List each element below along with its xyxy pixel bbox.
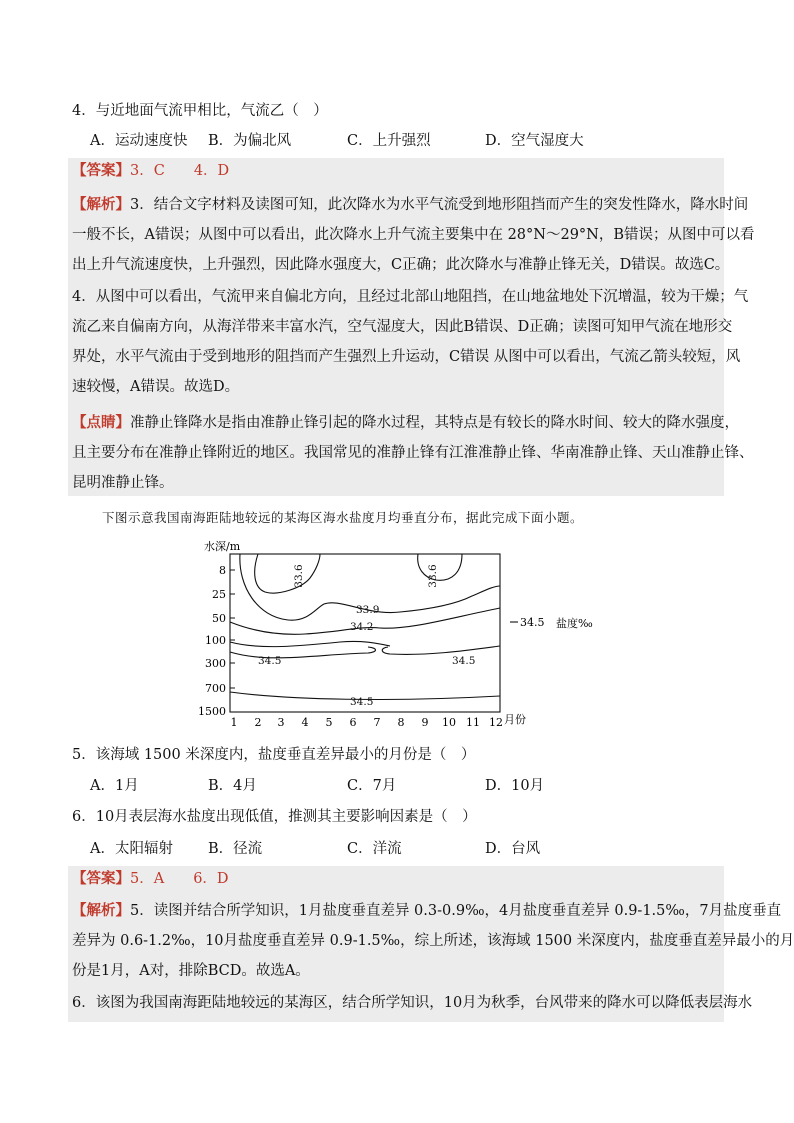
x-tick-label: 4 bbox=[301, 716, 309, 729]
contour-line-34-5-upper bbox=[230, 641, 390, 646]
y-tick-label: 8 bbox=[219, 564, 226, 577]
analysis-text: 界处，水平气流由于受到地形的阻挡而产生强烈上升运动，C错误 从图中可以看出，气流乙箭头较短，风 bbox=[72, 349, 741, 365]
x-tick-label: 10 bbox=[442, 716, 456, 729]
question-6-stem: 6．10月表层海水盐度出现低值，推测其主要影响因素是（ ） bbox=[72, 809, 477, 825]
y-tick-label: 300 bbox=[205, 657, 226, 670]
answer-text: 3．C 4．D bbox=[130, 163, 230, 179]
note-text: 昆明准静止锋。 bbox=[72, 475, 174, 491]
answer-panel-2 bbox=[68, 866, 794, 1022]
x-tick-label: 7 bbox=[373, 716, 381, 729]
analysis-text: 3．结合文字材料及读图可知，此次降水为水平气流受到地形阻挡而产生的突发性降水，降水时间 bbox=[130, 197, 749, 213]
legend-unit: 盐度‰ bbox=[556, 617, 593, 630]
y-ticks bbox=[198, 564, 235, 718]
contour-line-34-5-middle-left bbox=[230, 647, 376, 658]
q6-option-c[interactable]: C．洋流 bbox=[347, 841, 402, 857]
analysis-text: 份是1月，A对，排除BCD。故选A。 bbox=[72, 963, 310, 979]
q5-option-d[interactable]: D．10月 bbox=[485, 778, 545, 794]
analysis-line bbox=[72, 900, 782, 922]
y-tick-label: 50 bbox=[212, 612, 226, 625]
x-tick-label: 1 bbox=[230, 716, 238, 729]
y-axis-label: 水深/m bbox=[204, 540, 241, 553]
contour-label: 34.5 bbox=[258, 655, 282, 667]
analysis-line bbox=[72, 194, 749, 216]
figure-intro: 下图示意我国南海距陆地较远的某海区海水盐度月均垂直分布，据此完成下面小题。 bbox=[102, 510, 584, 525]
analysis-text: 流乙来自偏南方向，从海洋带来丰富水汽，空气湿度大，因此B错误、D正确；读图可知甲气流在地形交 bbox=[72, 319, 733, 335]
q6-option-b[interactable]: B．径流 bbox=[208, 841, 263, 857]
q6-option-d[interactable]: D．台风 bbox=[485, 841, 541, 857]
x-ticks bbox=[231, 713, 527, 729]
contour-line-33-6-left bbox=[255, 554, 320, 593]
x-tick-label: 11 bbox=[466, 716, 480, 729]
answer-line bbox=[72, 160, 720, 182]
analysis-text: 一般不长，A错误；从图中可以看出，此次降水上升气流主要集中在 28°N～29°N，B错误；从图中可以看 bbox=[72, 227, 755, 243]
question-5-options bbox=[90, 775, 730, 797]
contour-label: 34.5 bbox=[350, 696, 374, 708]
contour-label: 33.6 bbox=[427, 564, 439, 588]
analysis-text: 4．从图中可以看出，气流甲来自偏北方向，且经过北部山地阻挡，在山地盆地处下沉增温，较为干燥；气 bbox=[72, 289, 749, 305]
question-4-options bbox=[90, 130, 730, 152]
analysis-text: 出上升气流速度快，上升强烈，因此降水强度大，C正确；此次降水与准静止锋无关，D错误。故选C。 bbox=[72, 257, 730, 273]
legend-value: 34.5 bbox=[520, 616, 545, 629]
contour-label: 34.2 bbox=[350, 621, 374, 633]
note-tag: 【点睛】 bbox=[72, 414, 130, 431]
analysis-tag: 【解析】 bbox=[72, 196, 130, 213]
q6-option-a[interactable]: A．太阳辐射 bbox=[90, 841, 173, 857]
contour-label: 34.5 bbox=[452, 655, 476, 667]
answer-line bbox=[72, 868, 720, 890]
q4-option-c[interactable]: C．上升强烈 bbox=[347, 133, 431, 149]
chart-legend bbox=[510, 616, 593, 630]
x-axis-label: 月份 bbox=[504, 713, 526, 726]
note-text: 且主要分布在准静止锋附近的地区。我国常见的准静止锋有江淮准静止锋、华南准静止锋、天山准静止锋、 bbox=[72, 445, 754, 461]
question-4-stem: 4．与近地面气流甲相比，气流乙（ ） bbox=[72, 103, 328, 119]
x-tick-label: 6 bbox=[349, 716, 357, 729]
q5-option-a[interactable]: A．1月 bbox=[90, 778, 139, 794]
contour-line-34-5-middle-right bbox=[382, 646, 500, 654]
answer-tag: 【答案】 bbox=[72, 162, 130, 179]
analysis-tag: 【解析】 bbox=[72, 902, 130, 919]
y-tick-label: 25 bbox=[212, 588, 226, 601]
contour-label: 33.9 bbox=[356, 604, 380, 616]
y-tick-label: 100 bbox=[205, 634, 226, 647]
analysis-text: 5．读图并结合所学知识，1月盐度垂直差异 0.3-0.9‰，4月盐度垂直差异 0.9-1.5‰，7月盐度垂直 bbox=[130, 903, 782, 919]
note-line bbox=[72, 412, 739, 434]
q5-option-b[interactable]: B．4月 bbox=[208, 778, 257, 794]
answer-tag: 【答案】 bbox=[72, 870, 130, 887]
x-tick-label: 3 bbox=[277, 716, 285, 729]
q4-option-d[interactable]: D．空气湿度大 bbox=[485, 133, 584, 149]
note-text: 准静止锋降水是指由准静止锋引起的降水过程，其特点是有较长的降水时间、较大的降水强度， bbox=[130, 415, 739, 431]
answer-text: 5．A 6．D bbox=[130, 871, 229, 887]
x-tick-label: 5 bbox=[325, 716, 333, 729]
salinity-chart bbox=[190, 532, 640, 732]
question-5-stem: 5．该海域 1500 米深度内，盐度垂直差异最小的月份是（ ） bbox=[72, 747, 476, 763]
y-tick-label: 700 bbox=[205, 682, 226, 695]
answer-panel-1 bbox=[68, 158, 755, 496]
x-tick-label: 8 bbox=[397, 716, 405, 729]
x-tick-label: 12 bbox=[489, 716, 503, 729]
q4-option-b[interactable]: B．为偏北风 bbox=[208, 133, 292, 149]
analysis-text: 6．该图为我国南海距陆地较远的某海区，结合所学知识，10月为秋季，台风带来的降水可以降低表层海水 bbox=[72, 995, 753, 1011]
analysis-text: 差异为 0.6-1.2‰，10月盐度垂直差异 0.9-1.5‰，综上所述，该海域 1500 米深度内，盐度垂直差异最小的月 bbox=[72, 933, 794, 949]
q5-option-c[interactable]: C．7月 bbox=[347, 778, 397, 794]
analysis-text: 速较慢，A错误。故选D。 bbox=[72, 379, 240, 395]
question-6-options bbox=[90, 838, 730, 860]
contour-line-33-6-right bbox=[418, 554, 462, 580]
y-tick-label: 1500 bbox=[198, 705, 226, 718]
q4-option-a[interactable]: A．运动速度快 bbox=[90, 133, 188, 149]
contour-label: 33.6 bbox=[293, 564, 305, 588]
x-tick-label: 2 bbox=[254, 716, 262, 729]
x-tick-label: 9 bbox=[421, 716, 429, 729]
